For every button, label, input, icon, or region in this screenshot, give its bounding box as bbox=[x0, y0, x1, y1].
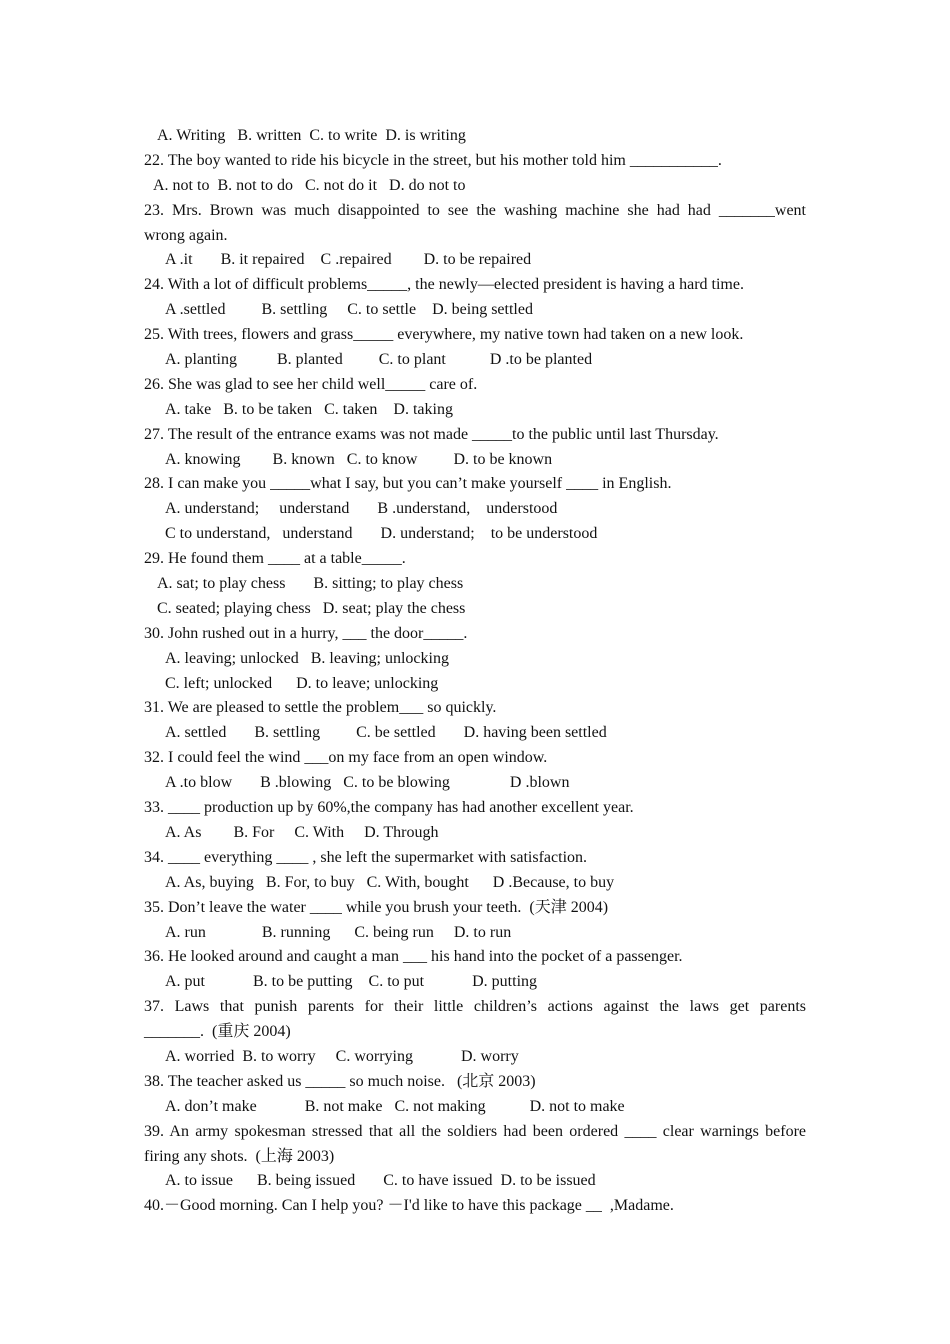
question-39-line-2: firing any shots. (上海 2003) bbox=[144, 1147, 335, 1165]
options-39: A. to issue B. being issued C. to have issued D. to be issued bbox=[165, 1172, 596, 1190]
options-26: A. take B. to be taken C. taken D. taking bbox=[165, 400, 453, 418]
question-32: 32. I could feel the wind ___on my face from an open window. bbox=[144, 749, 548, 767]
options-22: A. not to B. not to do C. not do it D. do not to bbox=[153, 176, 466, 194]
options-27: A. knowing B. known C. to know D. to be known bbox=[165, 450, 553, 468]
question-38: 38. The teacher asked us _____ so much noise. (北京 2003) bbox=[144, 1072, 536, 1090]
exercise-text bbox=[144, 124, 806, 1219]
options-37: A. worried B. to worry C. worrying D. worry bbox=[165, 1047, 519, 1065]
options-31: A. settled B. settling C. be settled D. having been settled bbox=[165, 724, 607, 742]
options-30-line-2: C. left; unlocked D. to leave; unlocking bbox=[165, 674, 439, 692]
question-34: 34. ____ everything ____ , she left the supermarket with satisfaction. bbox=[144, 848, 588, 866]
question-30: 30. John rushed out in a hurry, ___ the door_____. bbox=[144, 624, 468, 642]
options-29-line-2: C. seated; playing chess D. seat; play the chess bbox=[157, 599, 466, 617]
options-35: A. run B. running C. being run D. to run bbox=[165, 923, 512, 941]
question-22: 22. The boy wanted to ride his bicycle in the street, but his mother told him ___________. bbox=[144, 151, 722, 169]
question-24: 24. With a lot of difficult problems_____, the newly—elected president is having a hard time. bbox=[144, 276, 744, 294]
options-25: A. planting B. planted C. to plant D .to be planted bbox=[165, 351, 593, 369]
options-28-line-2: C to understand, understand D. understand; to be understood bbox=[165, 525, 598, 543]
question-40: 40.－Good morning. Can I help you? －I'd like to have this package __ ,Madame. bbox=[144, 1197, 674, 1215]
question-23-line-1: 23. Mrs. Brown was much disappointed to see the washing machine she had had _______went bbox=[144, 201, 806, 219]
options-24: A .settled B. settling C. to settle D. being settled bbox=[165, 301, 533, 319]
question-23-line-2: wrong again. bbox=[144, 226, 228, 244]
options-32: A .to blow B .blowing C. to be blowing D .blown bbox=[165, 774, 570, 792]
question-25: 25. With trees, flowers and grass_____ everywhere, my native town had taken on a new look. bbox=[144, 326, 744, 344]
question-37-line-2: _______. (重庆 2004) bbox=[144, 1023, 291, 1041]
question-36: 36. He looked around and caught a man ___ his hand into the pocket of a passenger. bbox=[144, 948, 683, 966]
options-23: A .it B. it repaired C .repaired D. to be repaired bbox=[165, 251, 532, 269]
options-30-line-1: A. leaving; unlocked B. leaving; unlocking bbox=[165, 649, 449, 667]
options-29-line-1: A. sat; to play chess B. sitting; to play chess bbox=[157, 575, 464, 593]
question-28: 28. I can make you _____what I say, but you can’t make yourself ____ in English. bbox=[144, 475, 672, 493]
question-35: 35. Don’t leave the water ____ while you brush your teeth. (天津 2004) bbox=[144, 898, 609, 916]
question-37-line-1: 37. Laws that punish parents for their little children’s actions against the laws get parents bbox=[144, 998, 806, 1016]
question-27: 27. The result of the entrance exams was not made _____to the public until last Thursday. bbox=[144, 425, 719, 443]
options-21: A. Writing B. written C. to write D. is writing bbox=[157, 127, 466, 144]
options-34: A. As, buying B. For, to buy C. With, bought D .Because, to buy bbox=[165, 873, 615, 891]
question-39-line-1: 39. An army spokesman stressed that all the soldiers had been ordered ____ clear warnings before bbox=[144, 1122, 806, 1140]
question-26: 26. She was glad to see her child well_____ care of. bbox=[144, 375, 478, 393]
options-28-line-1: A. understand; understand B .understand, understood bbox=[165, 500, 558, 518]
question-33: 33. ____ production up by 60%,the company has had another excellent year. bbox=[144, 799, 634, 817]
question-29: 29. He found them ____ at a table_____. bbox=[144, 550, 406, 568]
options-38: A. don’t make B. not make C. not making D. not to make bbox=[165, 1097, 625, 1115]
question-31: 31. We are pleased to settle the problem___ so quickly. bbox=[144, 699, 497, 717]
options-36: A. put B. to be putting C. to put D. putting bbox=[165, 973, 538, 991]
options-33: A. As B. For C. With D. Through bbox=[165, 823, 439, 841]
